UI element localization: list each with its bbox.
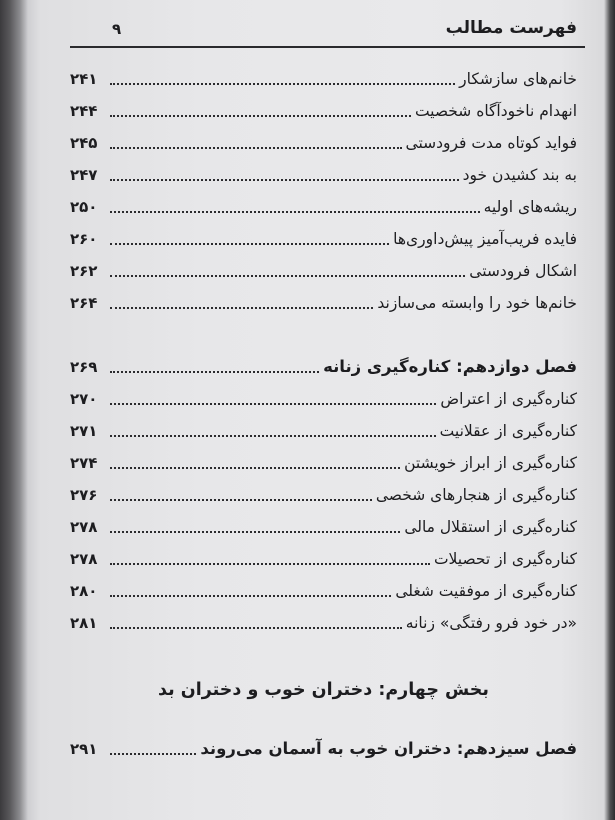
toc-entry: [70, 542, 577, 570]
toc-entry: [70, 158, 577, 186]
part-title: بخش چهارم: دختران خوب و دختران بد: [158, 680, 489, 700]
toc-entry-page: ۲۶۰: [70, 230, 98, 248]
toc-entry-title: به بند کشیدن خود: [462, 166, 577, 184]
toc-entry: [70, 94, 577, 122]
toc-entry: [70, 446, 577, 474]
toc-entry-page: ۲۷۶: [70, 486, 98, 504]
toc-leader-dots: [110, 306, 373, 309]
toc-entry: [70, 286, 577, 314]
toc-leader-dots: [110, 498, 372, 501]
header-page-number: ۹: [112, 20, 122, 38]
toc-entry-page: ۲۵۰: [70, 198, 98, 216]
chapter-title: فصل سیزدهم: دختران خوب به آسمان می‌روند: [200, 739, 577, 758]
toc-leader-dots: [110, 146, 402, 149]
toc-entry-title: فایده فریب‌آمیز پیش‌داوری‌ها: [393, 230, 577, 248]
toc-entry: [70, 382, 577, 410]
toc-entry-page: ۲۸۰: [70, 582, 98, 600]
toc-leader-dots: [110, 594, 391, 597]
toc-entry: [70, 510, 577, 538]
toc-entry-title: کناره‌گیری از موفقیت شغلی: [395, 582, 577, 600]
toc-chapter-13: [70, 732, 577, 760]
toc-entry-page: ۲۴۵: [70, 134, 98, 152]
toc-entry-title: کناره‌گیری از استقلال مالی: [404, 518, 577, 536]
toc-entry-title: اشکال فرودستی: [469, 262, 577, 280]
toc-leader-dots: [110, 626, 402, 629]
toc-leader-dots: [110, 752, 196, 755]
toc-entry-page: ۲۷۰: [70, 390, 98, 408]
toc-entry: [70, 62, 577, 90]
toc-entry-page: ۲۷۴: [70, 454, 98, 472]
toc-leader-dots: [110, 242, 389, 245]
chapter-title: فصل دوازدهم: کناره‌گیری زنانه: [323, 357, 577, 376]
toc-leader-dots: [110, 466, 400, 469]
toc-leader-dots: [110, 370, 319, 373]
toc-entry: [70, 254, 577, 282]
toc-leader-dots: [110, 562, 430, 565]
toc-leader-dots: [110, 82, 455, 85]
toc-leader-dots: [110, 274, 465, 277]
toc-entry-title: کناره‌گیری از عقلانیت: [439, 422, 577, 440]
toc-entry-title: انهدام ناخودآگاه شخصیت: [414, 102, 577, 120]
toc-entry-page: ۲۴۴: [70, 102, 98, 120]
page-header: [70, 12, 585, 48]
toc-entry-page: ۲۶۴: [70, 294, 98, 312]
toc-chapter-12: [70, 350, 577, 378]
toc-entry-page: ۲۷۱: [70, 422, 98, 440]
toc-entry-page: ۲۷۸: [70, 518, 98, 536]
toc-entry-page: ۲۷۸: [70, 550, 98, 568]
toc-entry-page: ۲۴۱: [70, 70, 98, 88]
toc-leader-dots: [110, 402, 436, 405]
toc-entry-page: ۲۶۲: [70, 262, 98, 280]
toc-entry: [70, 574, 577, 602]
toc-entry: [70, 606, 577, 634]
toc-entry-title: فواید کوتاه مدت فرودستی: [405, 134, 577, 152]
toc-leader-dots: [110, 530, 400, 533]
toc-leader-dots: [110, 210, 480, 213]
toc-entry: [70, 478, 577, 506]
header-title: فهرست مطالب: [445, 18, 577, 38]
toc-entry-title: کناره‌گیری از تحصیلات: [433, 550, 577, 568]
toc-entry-title: کناره‌گیری از ابراز خویشتن: [404, 454, 577, 472]
toc-entry-title: کناره‌گیری از اعتراض: [440, 390, 577, 408]
toc-entry-title: خانم‌ها خود را وابسته می‌سازند: [377, 294, 577, 312]
toc-entry-title: «در خود فرو رفتگی» زنانه: [405, 614, 577, 632]
toc-entry-title: ریشه‌های اولیه: [483, 198, 577, 216]
toc-entry: [70, 126, 577, 154]
toc-entry-page: ۲۸۱: [70, 614, 98, 632]
chapter-page: ۲۹۱: [70, 740, 98, 758]
toc-entry: [70, 414, 577, 442]
toc-entry: [70, 222, 577, 250]
toc-leader-dots: [110, 114, 411, 117]
chapter-page: ۲۶۹: [70, 358, 98, 376]
toc-leader-dots: [110, 434, 436, 437]
toc-entry-title: کناره‌گیری از هنجارهای شخصی: [375, 486, 577, 504]
toc-entry-page: ۲۴۷: [70, 166, 98, 184]
toc-leader-dots: [110, 178, 459, 181]
book-page: [30, 0, 605, 820]
toc-entry-title: خانم‌های سازشکار: [459, 70, 577, 88]
toc-entry: [70, 190, 577, 218]
